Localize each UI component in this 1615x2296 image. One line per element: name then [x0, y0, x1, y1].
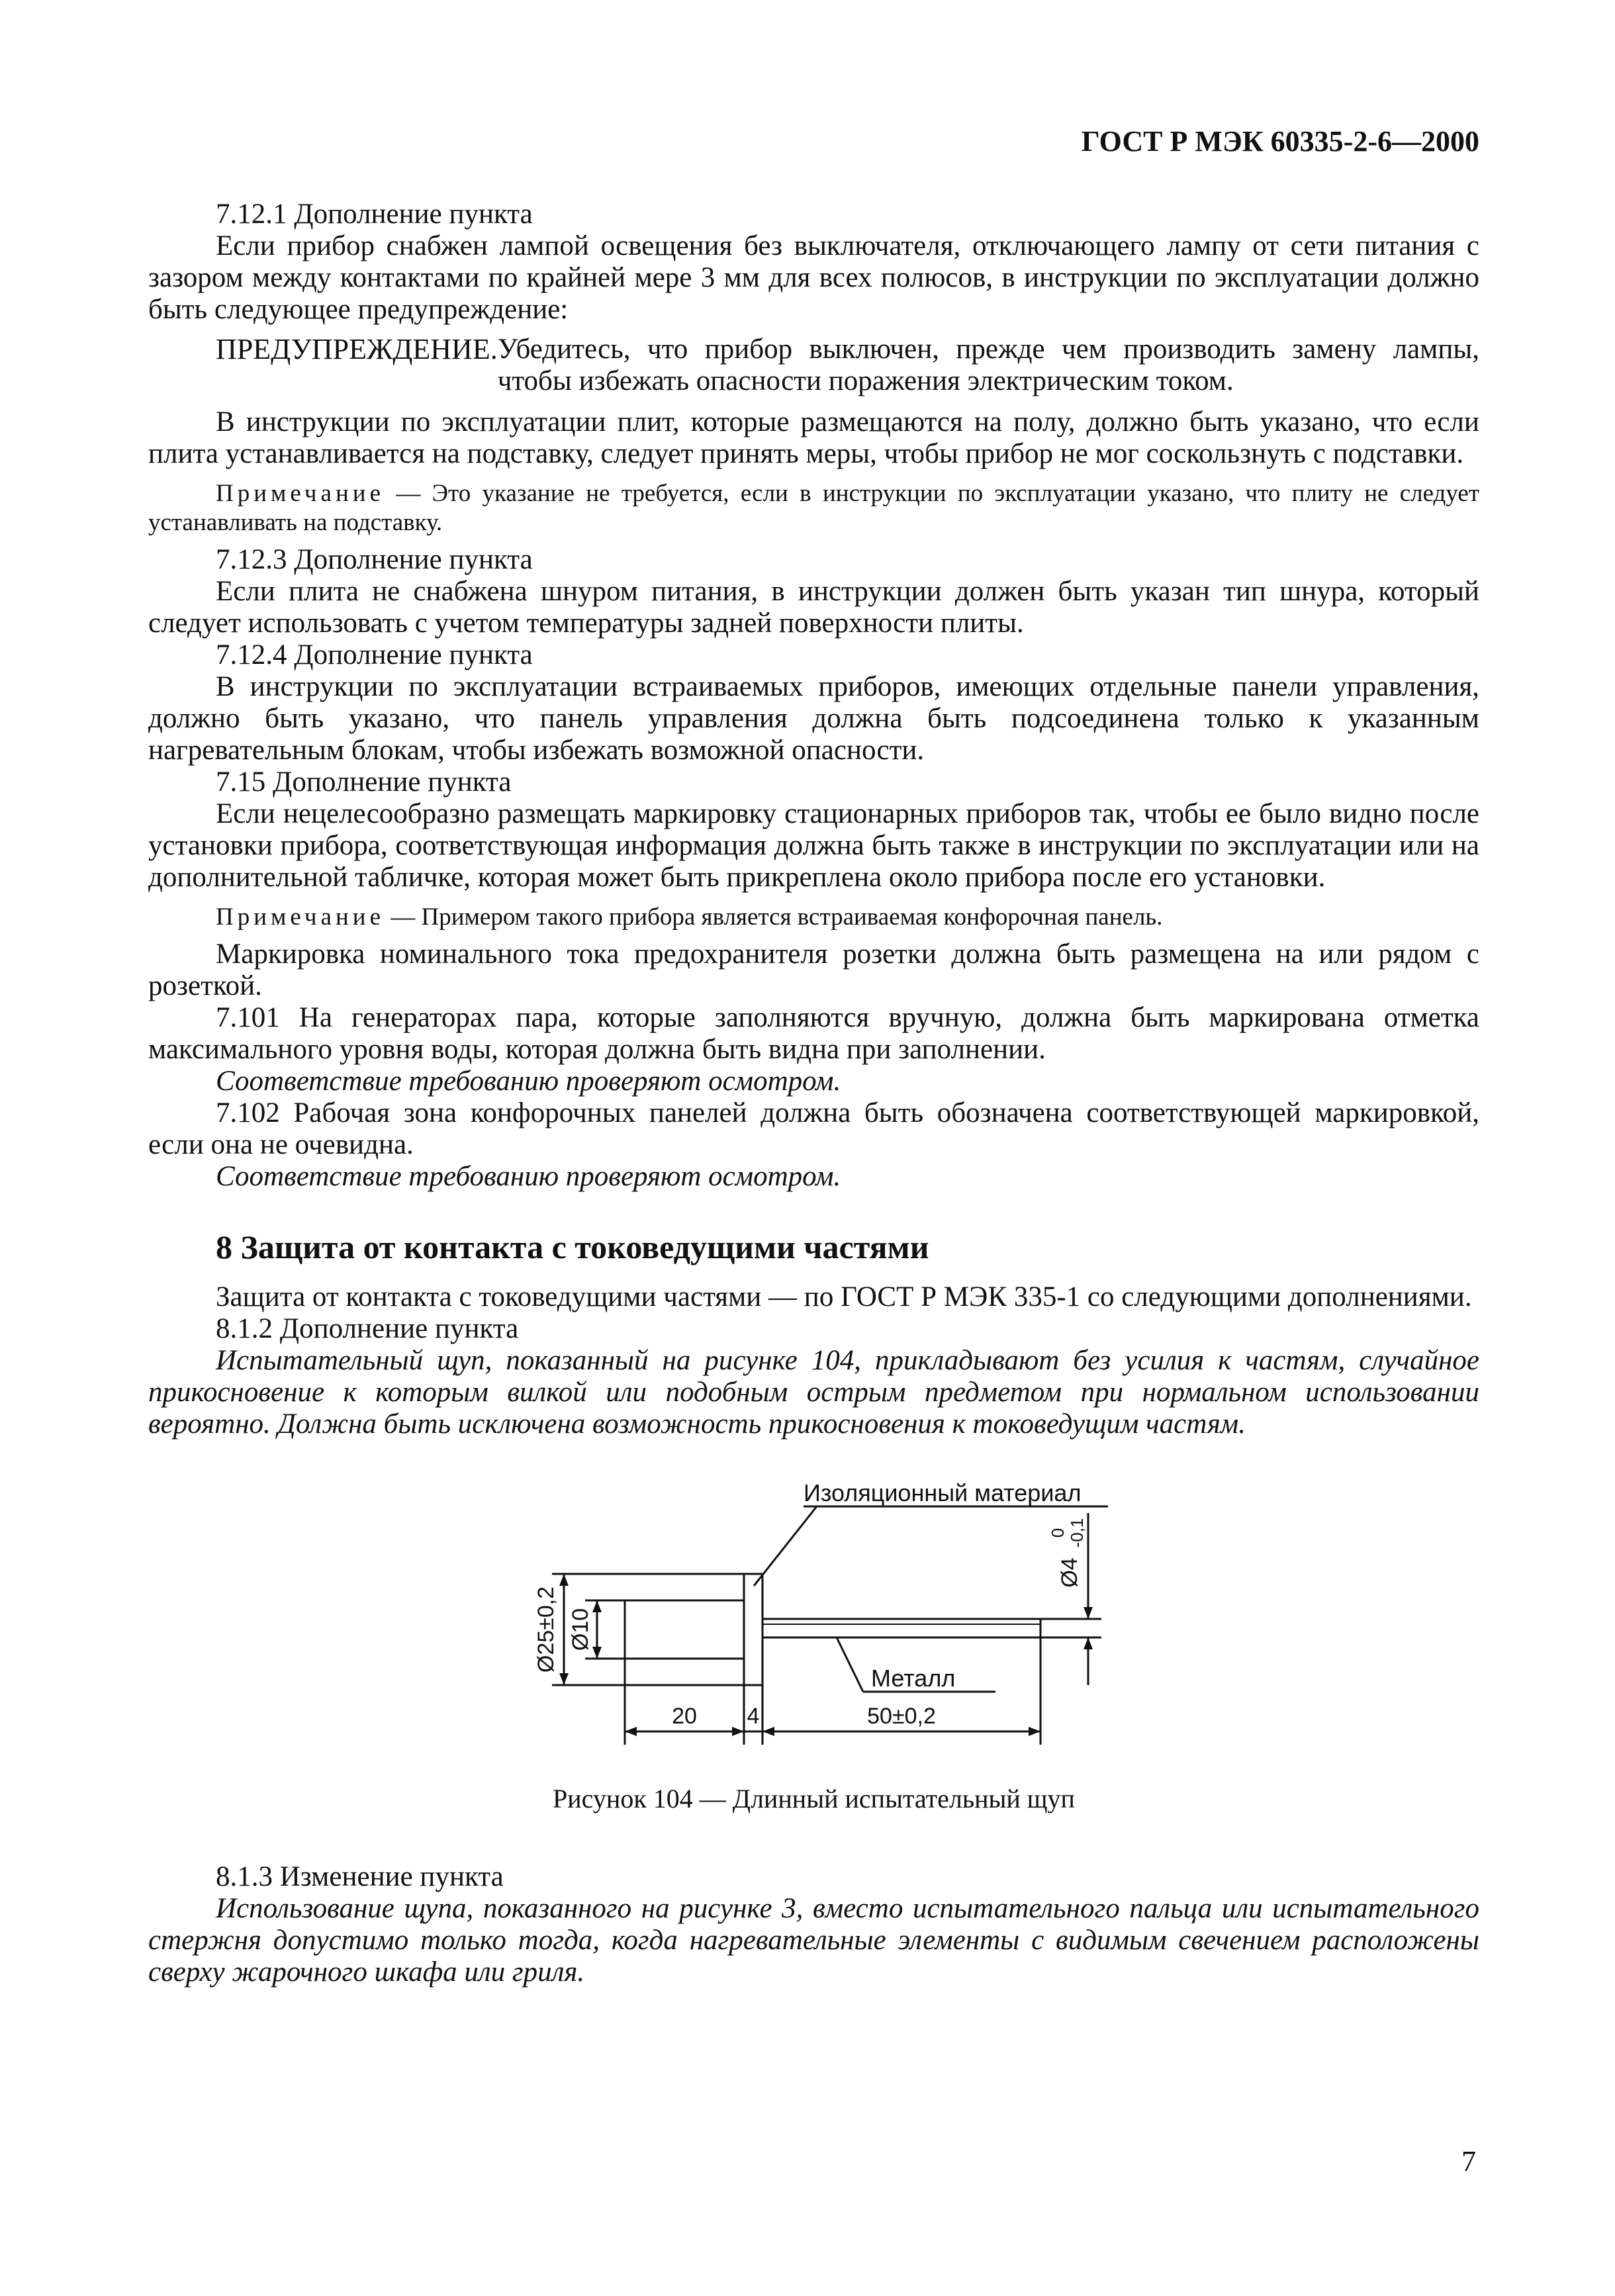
probe-disc: [744, 1574, 762, 1685]
fuse-marking-text: Маркировка номинального тока предохранителя розетки должна быть размещена на или рядом с розеткой.: [148, 939, 1479, 1001]
warning-block: [148, 334, 1479, 397]
arrow-50-right: [1029, 1727, 1040, 1736]
dim-d4-tol-upper: 0: [1048, 1528, 1068, 1538]
section-7-12-1-title: 7.12.1 Дополнение пункта: [216, 199, 533, 230]
probe-rod: [762, 1619, 1040, 1637]
arrow-50-left: [762, 1727, 774, 1736]
page-body: [148, 199, 1479, 1988]
section-7-12-3-text: Если плита не снабжена шнуром питания, в инструкции должен быть указан тип шнура, который следует использовать с учетом температуры задней поверхности плиты.: [148, 576, 1479, 639]
note-text: — Примером такого прибора является встраиваемая конфорочная панель.: [385, 903, 1163, 931]
note-label: Примечание: [216, 480, 385, 507]
dim-d4-tol-lower: -0,1: [1067, 1518, 1087, 1548]
section-8-1-2-title: 8.1.2 Дополнение пункта: [216, 1313, 519, 1344]
arrow-d25-top: [559, 1574, 569, 1586]
section-7-102-text: 7.102 Рабочая зона конфорочных панелей должна быть обозначена соответствующей маркировкой, если она не очевидна.: [148, 1097, 1479, 1160]
figure-caption: Рисунок 104 — Длинный испытательный щуп: [553, 1784, 1075, 1814]
dim-4-label: 4: [747, 1704, 760, 1729]
figure-104: [148, 1460, 1479, 1771]
probe-handle: [625, 1600, 744, 1659]
section-8-1-2-text: Испытательный щуп, показанный на рисунке 104, прикладывают без усилия к частям, случайное прикосновение к которым вилкой или подобным острым предметом при нормальном использовании вероятно. Должна быть исключена возможность прикосновения к токоведущим частям.: [148, 1345, 1479, 1440]
probe-drawing: [148, 1460, 1479, 1771]
section-7-102-check: Соответствие требованию проверяют осмотром.: [216, 1161, 841, 1192]
arrow-d10-bottom: [592, 1647, 602, 1659]
section-7-15-text: Если нецелесообразно размещать маркировку стационарных приборов так, чтобы ее было видно после установки прибора, соответствующая информация должна быть также в инструкции по эксплуатации или на дополнительной табличке, которая может быть прикреплена около прибора после его установки.: [148, 798, 1479, 893]
page-number: 7: [1461, 2145, 1476, 2178]
arrow-d25-bottom: [559, 1673, 569, 1685]
arrow-20-right: [732, 1727, 744, 1736]
document-header: ГОСТ Р МЭК 60335-2-6—2000: [1081, 125, 1479, 158]
warning-text: Убедитесь, что прибор выключен, прежде чем производить замену лампы, чтобы избежать опасности поражения электрическим током.: [497, 334, 1479, 396]
dim-d10-label: Ø10: [568, 1608, 593, 1651]
section-8-heading: 8 Защита от контакта с токоведущими частями: [216, 1228, 929, 1265]
label-metal: Металл: [871, 1665, 956, 1692]
note-7-15: [148, 903, 1479, 932]
section-7-12-4-title: 7.12.4 Дополнение пункта: [216, 639, 533, 670]
note-text: — Это указание не требуется, если в инструкции по эксплуатации указано, что плиту не следует устанавливать на подставку.: [148, 480, 1479, 536]
metal-leader: [837, 1637, 863, 1692]
section-8-1-3-text: Использование щупа, показанного на рисунке 3, вместо испытательного пальца или испытательного стержня допустимо только тогда, когда нагревательные элементы с видимым свечением расположены сверху жарочного шкафа или гриля.: [148, 1893, 1479, 1988]
label-insulation: Изоляционный материал: [804, 1479, 1082, 1506]
arrow-20-left: [625, 1727, 637, 1736]
dim-50-label: 50±0,2: [867, 1704, 936, 1729]
dim-d4-label: Ø4: [1057, 1557, 1082, 1588]
floor-stove-text: В инструкции по эксплуатации плит, которые размещаются на полу, должно быть указано, что если плита устанавливается на подставку, следует принять меры, чтобы прибор не мог соскользнуть с подставки.: [148, 406, 1479, 469]
dim-d25-label: Ø25±0,2: [533, 1586, 559, 1673]
section-8-1-3-title: 8.1.3 Изменение пункта: [216, 1861, 504, 1892]
section-7-12-1-text: Если прибор снабжен лампой освещения без выключателя, отключающего лампу от сети питания с зазором между контактами по крайней мере 3 мм для всех полюсов, в инструкции по эксплуатации должно быть следующее предупреждение:: [148, 230, 1479, 325]
arrow-d4-top: [1084, 1607, 1093, 1619]
dim-20-label: 20: [672, 1704, 697, 1729]
section-7-101-text: 7.101 На генераторах пара, которые заполняются вручную, должна быть маркирована отметка максимального уровня воды, которая должна быть видна при заполнении.: [148, 1002, 1479, 1065]
warning-label: ПРЕДУПРЕЖДЕНИЕ.: [216, 333, 498, 365]
note-label: Примечание: [216, 903, 385, 931]
note-7-12-1: [148, 479, 1479, 537]
section-8-intro: Защита от контакта с токоведущими частями — по ГОСТ Р МЭК 335-1 со следующими дополнениями.: [216, 1281, 1472, 1312]
section-7-101-check: Соответствие требованию проверяют осмотром.: [216, 1066, 841, 1097]
section-7-12-4-text: В инструкции по эксплуатации встраиваемых приборов, имеющих отдельные панели управления, должно быть указано, что панель управления должна быть подсоединена только к указанным нагревательным блокам, чтобы избежать возможной опасности.: [148, 671, 1479, 766]
section-7-12-3-title: 7.12.3 Дополнение пункта: [216, 544, 533, 575]
arrow-d4-bottom: [1084, 1637, 1093, 1649]
section-7-15-title: 7.15 Дополнение пункта: [216, 766, 512, 798]
arrow-d10-top: [592, 1600, 602, 1612]
